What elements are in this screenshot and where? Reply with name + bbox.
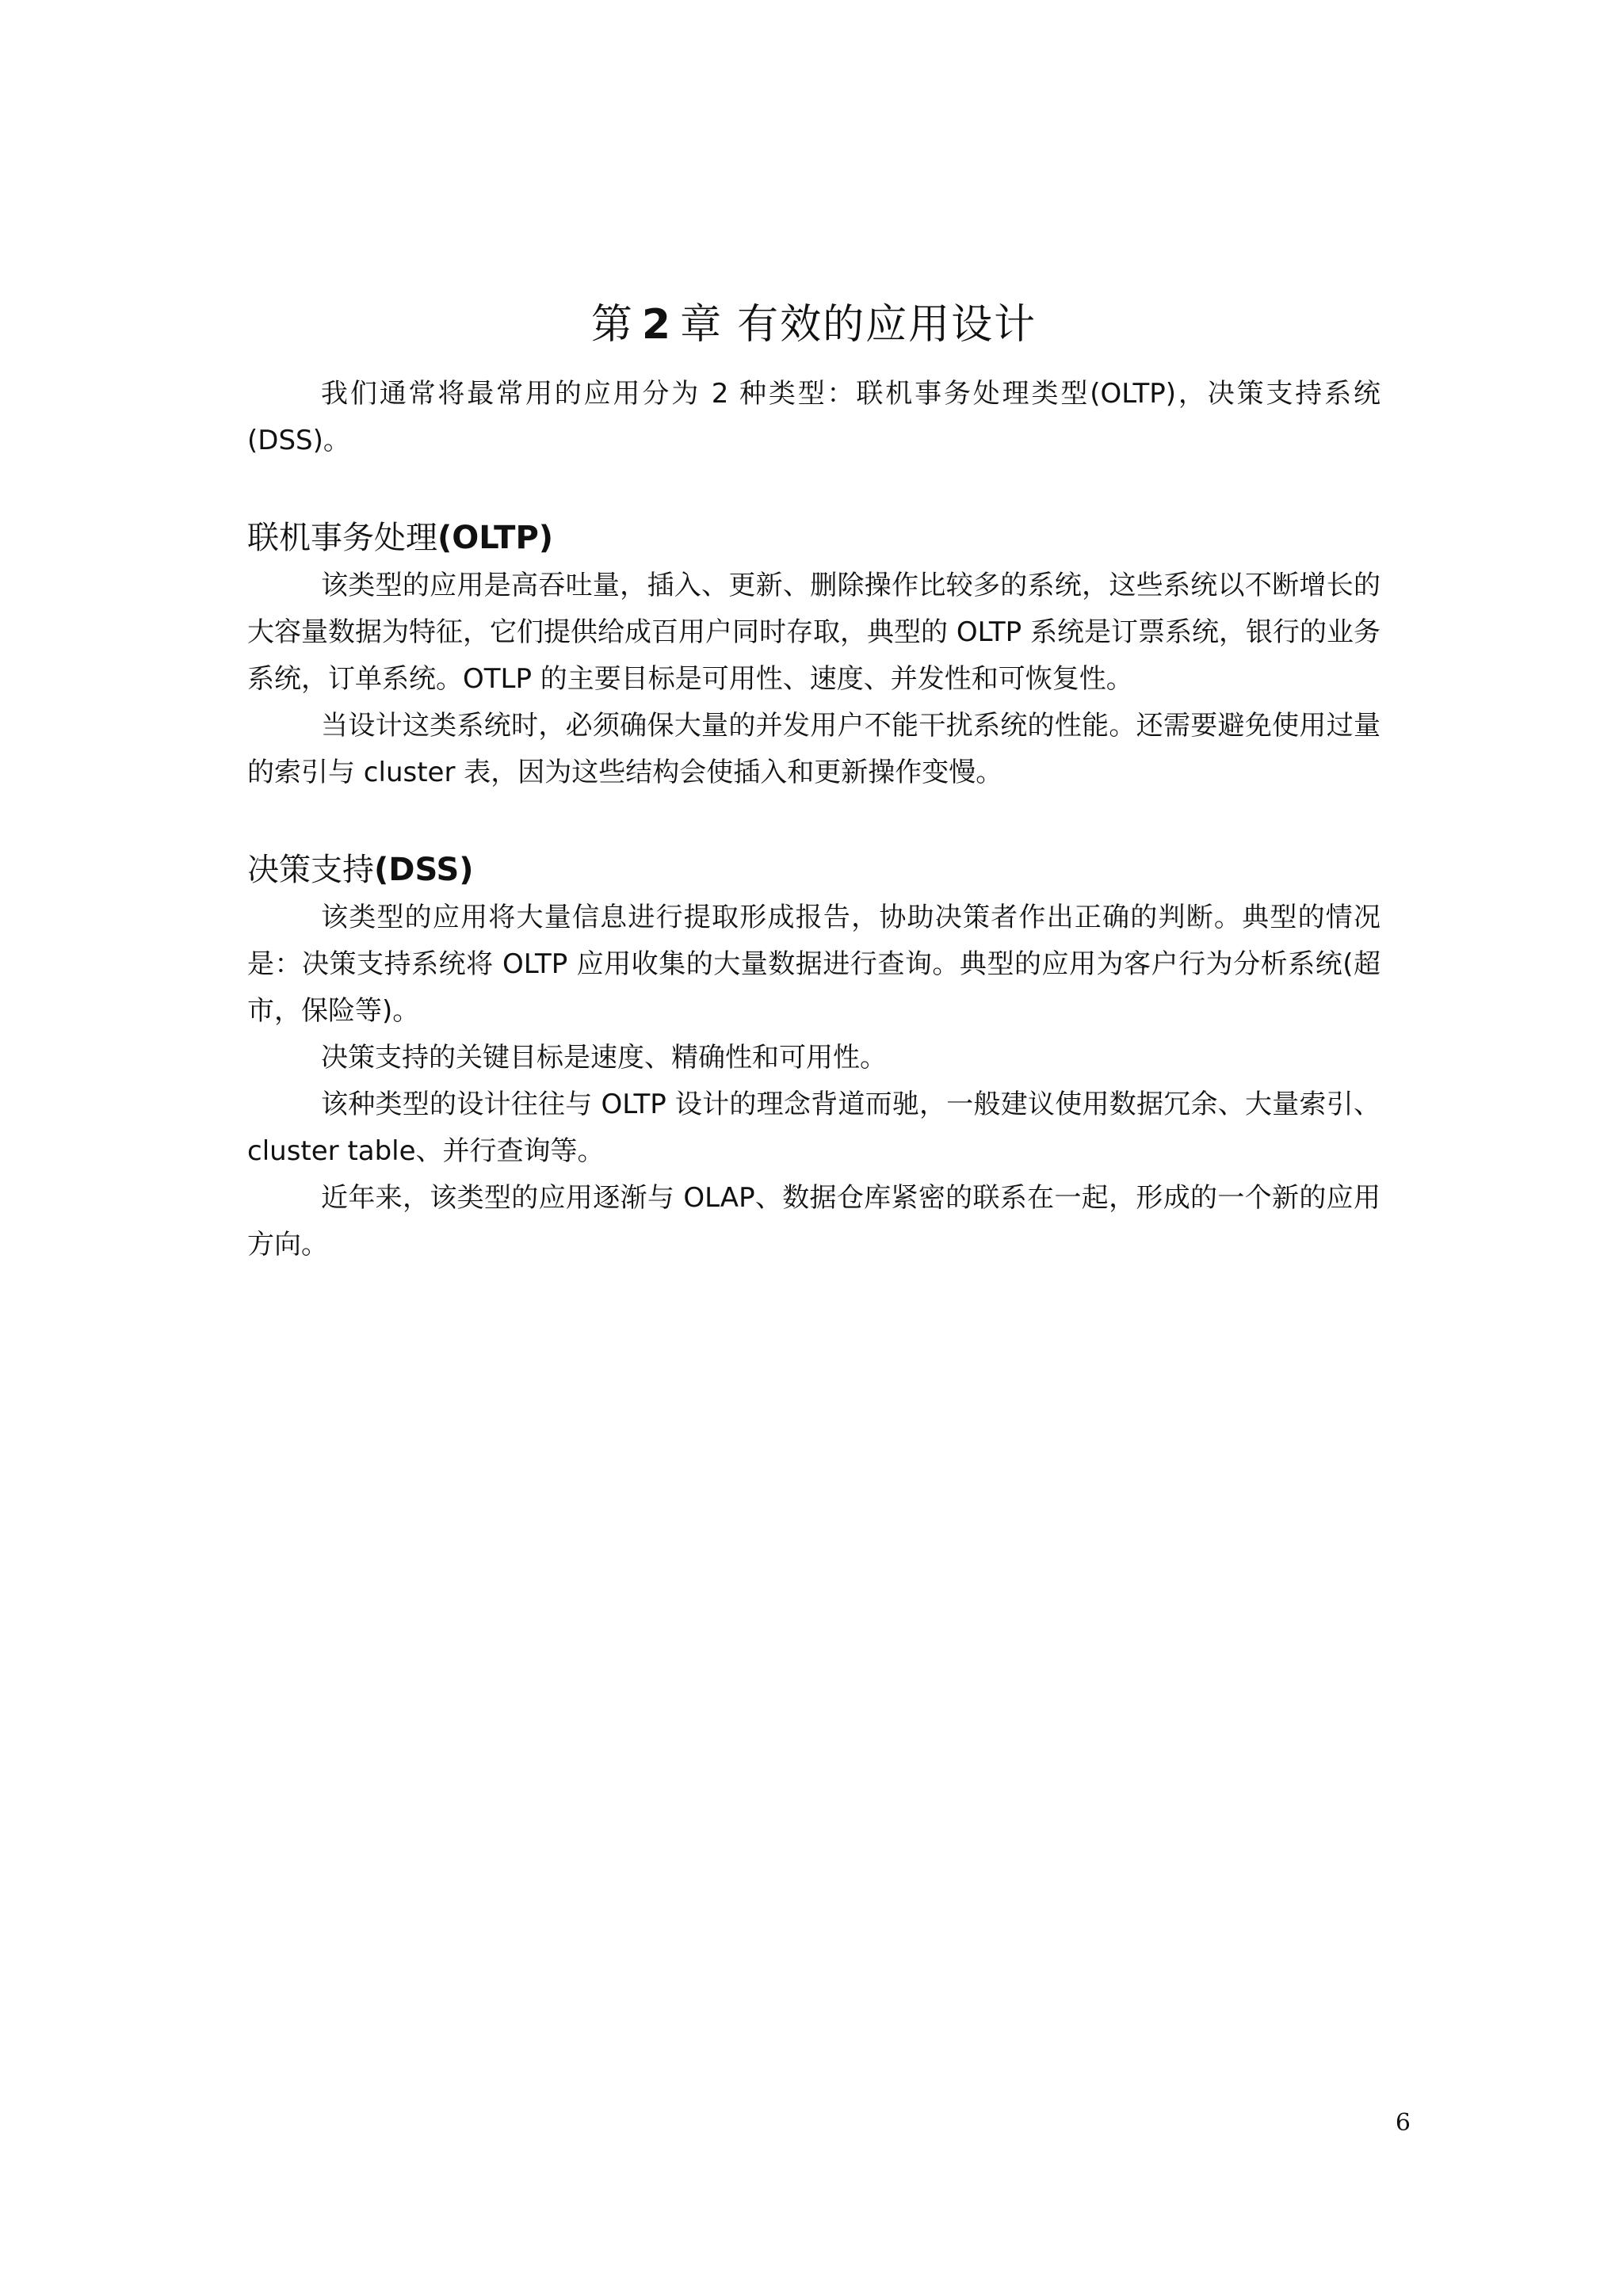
- chapter-prefix: 第: [590, 301, 634, 349]
- section-heading-dss: [247, 845, 1381, 894]
- chapter-suffix: 章: [680, 301, 724, 349]
- section-heading-dss-en: (DSS): [374, 852, 474, 888]
- chapter-title: [247, 293, 1381, 357]
- intro-paragraph: 我们通常将最常用的应用分为 2 种类型：联机事务处理类型(OLTP)，决策支持系统(DSS)。: [247, 378, 1381, 456]
- section-heading-oltp: [247, 513, 1381, 563]
- section-heading-oltp-zh: 联机事务处理: [247, 520, 437, 556]
- oltp-paragraph-2: 当设计这类系统时，必须确保大量的并发用户不能干扰系统的性能。还需要避免使用过量的索引与 cluster 表，因为这些结构会使插入和更新操作变慢。: [247, 710, 1381, 788]
- section-heading-oltp-en: (OLTP): [437, 520, 554, 556]
- oltp-paragraph-1: 该类型的应用是高吞吐量，插入、更新、删除操作比较多的系统，这些系统以不断增长的大容量数据为特征，它们提供给成百用户同时存取，典型的 OLTP 系统是订票系统，银行的业务系统，订单系统。OTLP 的主要目标是可用性、速度、并发性和可恢复性。: [247, 570, 1381, 695]
- chapter-number: 2: [641, 301, 673, 349]
- dss-paragraph-3: 该种类型的设计往往与 OLTP 设计的理念背道而驰，一般建议使用数据冗余、大量索引、cluster table、并行查询等。: [247, 1089, 1381, 1167]
- dss-paragraph-1: 该类型的应用将大量信息进行提取形成报告，协助决策者作出正确的判断。典型的情况是：决策支持系统将 OLTP 应用收集的大量数据进行查询。典型的应用为客户行为分析系统(超市，保险等)。: [247, 902, 1381, 1027]
- chapter-name: 有效的应用设计: [737, 301, 1037, 349]
- page-content: [247, 293, 1381, 1268]
- dss-paragraph-2: 决策支持的关键目标是速度、精确性和可用性。: [321, 1042, 887, 1074]
- section-heading-dss-zh: 决策支持: [247, 852, 374, 888]
- page-number: 6: [1395, 2109, 1411, 2137]
- dss-paragraph-4: 近年来，该类型的应用逐渐与 OLAP、数据仓库紧密的联系在一起，形成的一个新的应用方向。: [247, 1182, 1381, 1261]
